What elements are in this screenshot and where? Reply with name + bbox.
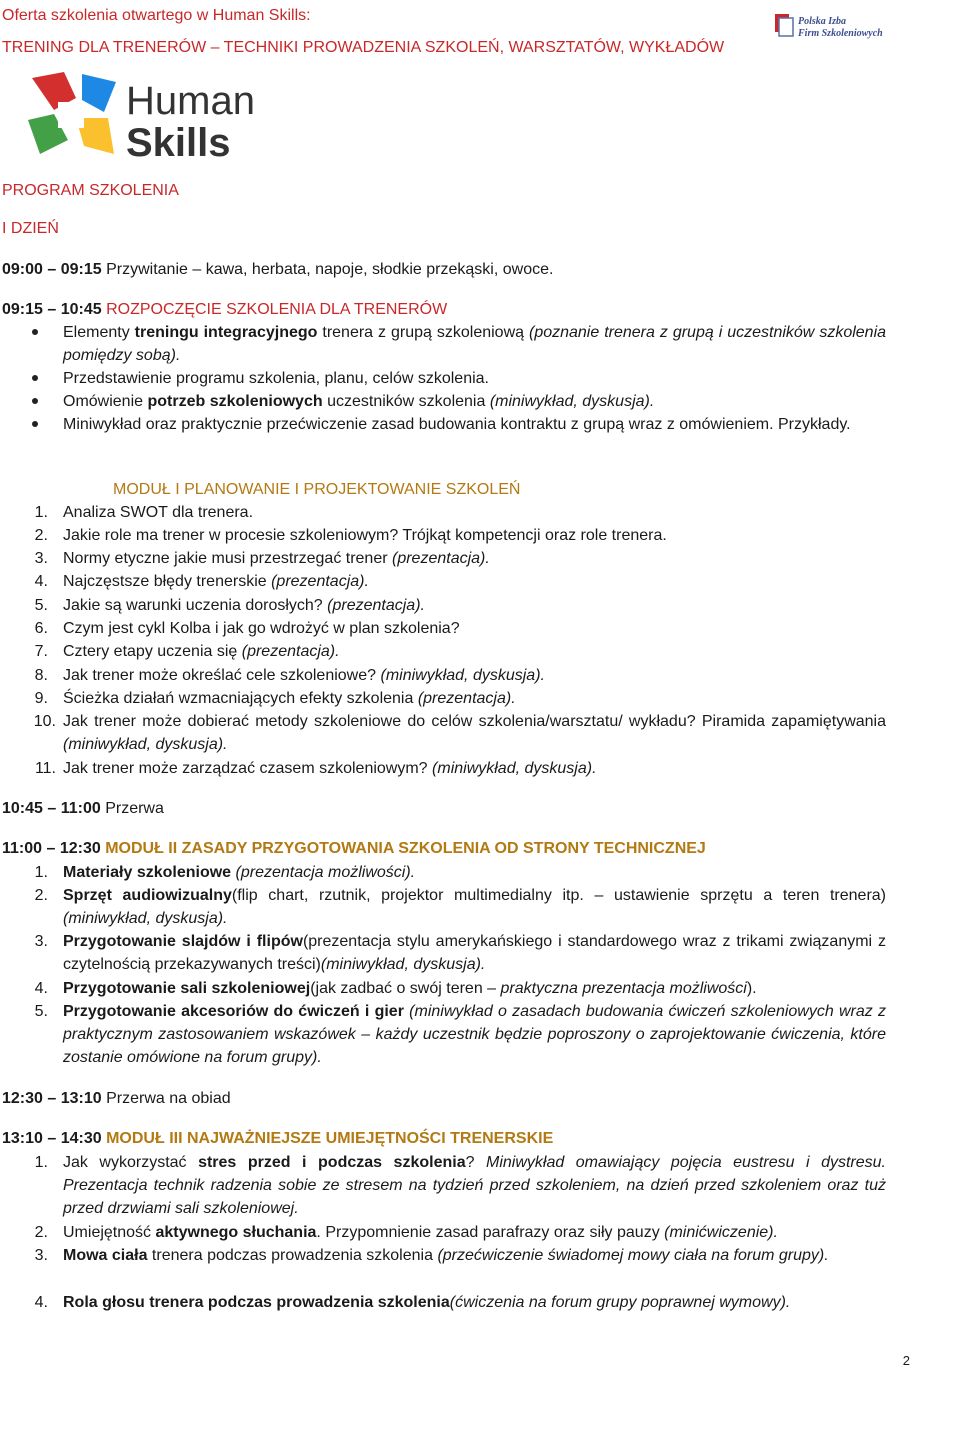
item-number: 11. bbox=[34, 760, 56, 777]
list-item: Jakie role ma trener w procesie szkoleniowym? Trójkąt kompetencji oraz role trenera. bbox=[63, 527, 667, 544]
list-item: Analiza SWOT dla trenera. bbox=[63, 504, 254, 521]
item-number: 4. bbox=[34, 980, 48, 997]
session-time: 09:00 – 09:15 bbox=[2, 261, 102, 278]
session-text: Przywitanie – kawa, herbata, napoje, słodkie przekąski, owoce. bbox=[106, 261, 554, 278]
item-number: 4. bbox=[34, 1294, 48, 1311]
session-break bbox=[2, 797, 164, 820]
training-title: TRENING DLA TRENERÓW – TECHNIKI PROWADZENIA SZKOLEŃ, WARSZTATÓW, WYKŁADÓW bbox=[2, 39, 725, 56]
list-item: Najczęstsze błędy trenerskie (prezentacja). bbox=[63, 573, 369, 590]
list-item: Omówienie potrzeb szkoleniowych uczestników szkolenia (miniwykład, dyskusja). bbox=[63, 393, 655, 410]
list-item: Przygotowanie slajdów i flipów(prezentacja stylu amerykańskiego i standardowego wraz z trikami związanymi z czytelnością przekazywanych treści)(miniwykład, dyskusja). bbox=[63, 933, 887, 973]
item-number: 4. bbox=[34, 573, 48, 590]
session-module-2 bbox=[2, 837, 706, 860]
pizs-logo-line1: Polska Izba bbox=[798, 16, 847, 27]
list-item: Ścieżka działań wzmacniających efekty szkolenia (prezentacja). bbox=[63, 690, 516, 707]
item-number: 1. bbox=[34, 1154, 48, 1171]
item-number: 1. bbox=[34, 504, 48, 521]
list-item: Materiały szkoleniowe (prezentacja możliwości). bbox=[63, 864, 416, 881]
list-item: Jakie są warunki uczenia dorosłych? (prezentacja). bbox=[63, 597, 425, 614]
list-item: Przygotowanie sali szkoleniowej(jak zadbać o swój teren – praktyczna prezentacja możliwości). bbox=[63, 980, 757, 997]
list-item: Mowa ciała trenera podczas prowadzenia szkolenia (przećwiczenie świadomej mowy ciała na forum grupy). bbox=[63, 1247, 829, 1264]
bullet-icon bbox=[30, 413, 40, 423]
item-number: 10. bbox=[33, 713, 56, 730]
item-number: 3. bbox=[34, 550, 48, 567]
page-number: 2 bbox=[902, 1353, 910, 1368]
day-heading: I DZIEŃ bbox=[2, 220, 59, 237]
session-title: ROZPOCZĘCIE SZKOLENIA DLA TRENERÓW bbox=[106, 301, 448, 318]
list-item: Normy etyczne jakie musi przestrzegać trener (prezentacja). bbox=[63, 550, 490, 567]
item-number: 2. bbox=[34, 1224, 48, 1241]
session-time: 13:10 – 14:30 bbox=[2, 1130, 102, 1147]
item-number: 1. bbox=[34, 864, 48, 881]
item-number: 8. bbox=[34, 667, 48, 684]
module-1-title: MODUŁ I PLANOWANIE I PROJEKTOWANIE SZKOLEŃ bbox=[113, 481, 521, 498]
session-text: Przerwa bbox=[105, 800, 164, 817]
session-time: 12:30 – 13:10 bbox=[2, 1090, 102, 1107]
list-item: Przedstawienie programu szkolenia, planu, celów szkolenia. bbox=[63, 370, 489, 387]
list-item: Jak trener może zarządzać czasem szkoleniowym? (miniwykład, dyskusja). bbox=[63, 760, 597, 777]
human-skills-logo bbox=[24, 70, 274, 170]
item-number: 2. bbox=[34, 527, 48, 544]
session-welcome bbox=[2, 258, 553, 281]
bullet-icon bbox=[30, 390, 40, 400]
item-number: 3. bbox=[34, 933, 48, 950]
item-number: 5. bbox=[34, 1003, 48, 1020]
pizs-logo bbox=[773, 12, 893, 42]
session-module-3 bbox=[2, 1127, 553, 1150]
item-number: 2. bbox=[34, 887, 48, 904]
list-item: Sprzęt audiowizualny(flip chart, rzutnik, projektor multimedialny itp. – ustawienie sprzętu a teren trenera)(miniwykład, dyskusja). bbox=[63, 887, 887, 927]
session-lunch bbox=[2, 1087, 231, 1110]
list-item: Czym jest cykl Kolba i jak go wdrożyć w plan szkolenia? bbox=[63, 620, 460, 637]
offer-title: Oferta szkolenia otwartego w Human Skills: bbox=[2, 7, 311, 24]
module-3-title: MODUŁ III NAJWAŻNIEJSZE UMIEJĘTNOŚCI TRENERSKIE bbox=[106, 1130, 554, 1147]
list-item: Cztery etapy uczenia się (prezentacja). bbox=[63, 643, 340, 660]
item-number: 9. bbox=[34, 690, 48, 707]
list-item: Jak trener może określać cele szkoleniowe? (miniwykład, dyskusja). bbox=[63, 667, 545, 684]
bullet-icon bbox=[30, 321, 40, 331]
module-2-title: MODUŁ II ZASADY PRZYGOTOWANIA SZKOLENIA OD STRONY TECHNICZNEJ bbox=[105, 840, 706, 857]
item-number: 6. bbox=[34, 620, 48, 637]
session-time: 10:45 – 11:00 bbox=[2, 800, 101, 817]
item-number: 5. bbox=[34, 597, 48, 614]
pizs-logo-line2: Firm Szkoleniowych bbox=[798, 28, 883, 39]
program-heading: PROGRAM SZKOLENIA bbox=[2, 182, 179, 199]
item-number: 7. bbox=[34, 643, 48, 660]
logo-word-skills: Skills bbox=[126, 121, 231, 165]
item-number: 3. bbox=[34, 1247, 48, 1264]
bullet-icon bbox=[30, 367, 40, 377]
session-time: 11:00 – 12:30 bbox=[2, 840, 101, 857]
session-start bbox=[2, 298, 447, 321]
session-time: 09:15 – 10:45 bbox=[2, 301, 102, 318]
list-item: Elementy treningu integracyjnego trenera z grupą szkoleniową (poznanie trenera z grupą i uczestników szkolenia pomiędzy sobą). bbox=[63, 324, 887, 364]
list-item: Jak trener może dobierać metody szkoleniowe do celów szkolenia/warsztatu/ wykładu? Piramida zapamiętywania (miniwykład, dyskusja). bbox=[63, 713, 886, 753]
list-item: Umiejętność aktywnego słuchania. Przypomnienie zasad parafrazy oraz siły pauzy (minićwiczenie). bbox=[63, 1224, 778, 1241]
list-item: Jak wykorzystać stres przed i podczas szkolenia? Miniwykład omawiający pojęcia eustresu i dystresu. Prezentacja technik radzenia sobie ze stresem na tydzień przed szkoleniem, na dzień przed szkoleniem oraz tuż przed drzwiami sali szkoleniowej. bbox=[63, 1154, 886, 1217]
list-item: Miniwykład oraz praktycznie przećwiczenie zasad budowania kontraktu z grupą wraz z omówieniem. Przykłady. bbox=[63, 416, 851, 433]
list-item: Przygotowanie akcesoriów do ćwiczeń i gier (miniwykład o zasadach budowania ćwiczeń szkoleniowych wraz z praktycznym zastosowaniem wskazówek – każdy uczestnik będzie poproszony o zaprojektowanie ćwiczenia, które zostanie omówione na forum grupy). bbox=[63, 1003, 887, 1066]
session-text: Przerwa na obiad bbox=[106, 1090, 231, 1107]
list-item: Rola głosu trenera podczas prowadzenia szkolenia(ćwiczenia na forum grupy poprawnej wymowy). bbox=[63, 1294, 791, 1311]
logo-word-human: Human bbox=[126, 79, 255, 123]
